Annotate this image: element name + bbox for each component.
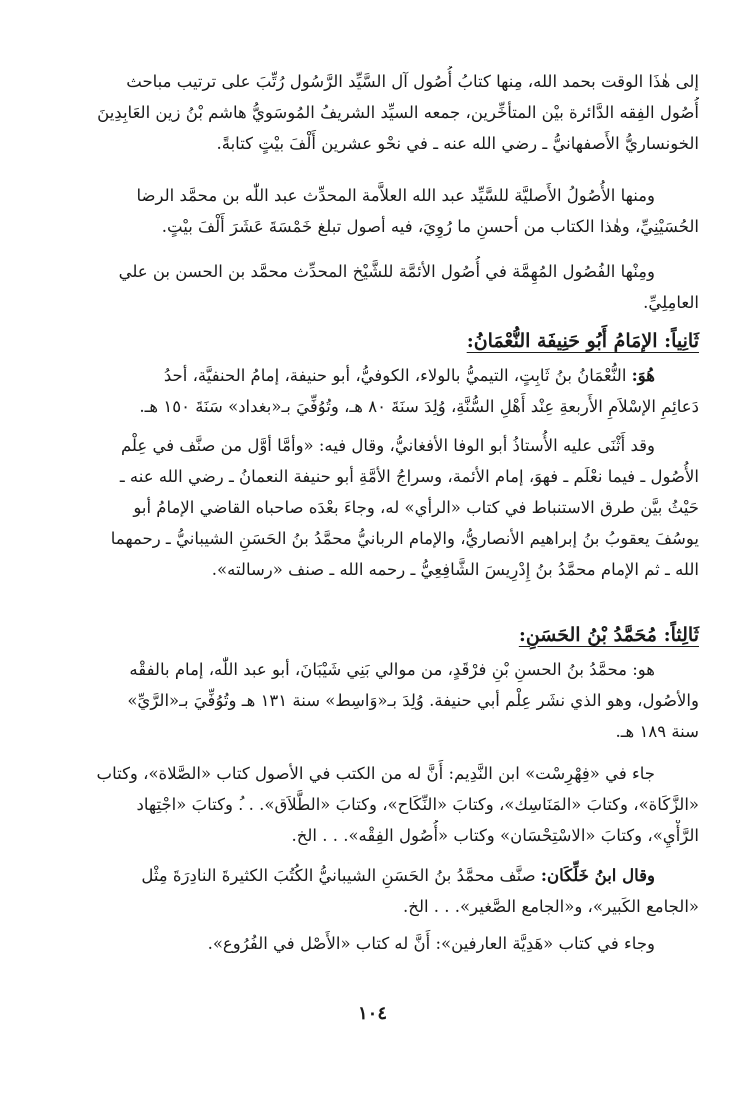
paragraph-fusul-muhimma: [42, 256, 699, 318]
text-line: إلى هٰذَا الوقت بحمد الله، مِنها كتابُ أُصُول آل السَّيِّد الرَّسُول رُتِّبَ على ترتيب مباحث: [126, 72, 699, 91]
page-number: ١٠٤: [357, 1003, 387, 1024]
text-line: والأصُول، وهو الذي نشَر عِلْم أبي حنيفة. وُلِدَ بـ«وَاسِط» سنة ١٣١ هـ وتُوُفِّيَ بـ«الرَّيِّ»: [127, 691, 699, 710]
paragraph-muhammad-ibn-hasan-bio: [42, 654, 699, 747]
text-line: جاء في «فِهْرِسْت» ابن النَّدِيم: أَنَّ له من الكتب في الأصول كتاب «الصَّلاة»، وكتاب: [96, 764, 655, 783]
text-line: الرَّأْيِ»، وكتابَ «الاسْتِحْسَان» وكتاب «أُصُول الفِقْه». . . الخ.: [291, 826, 699, 845]
text-line: وقد أَثْنَى عليه الأُستاذُ أبو الوفا الأفغانيُّ، وقال فيه: «وأمَّا أوَّل من صنَّف في عِلْم: [120, 436, 655, 455]
text-line: دَعائِمِ الإسْلاَمِ الأَربعةِ عِنْد أَهْلِ السُّنَّةِ، وُلِدَ سنَةَ ٨٠ هـ، وتُوُفِّيَ بـ«بغداد» سَنَةَ ١٥٠ هـ.: [139, 397, 699, 416]
text-line: الحُسَيْنِيِّ، وهٰذا الكتاب من أحسنِ ما رُوِيَ، فيه أصول تبلغ خَمْسَةَ عَشَرَ أَلْفَ بيْتٍ.: [161, 217, 699, 236]
text-line: ومِنْها الفُصُول المُهِمَّة في أُصُول الأئمَّة للشَّيْخ المحدِّث محمَّد بن الحسن بن علي: [118, 262, 655, 281]
text-line: وقال ابنُ خَلِّكَان: صنَّف محمَّدُ بنُ الحَسَنِ الشيبانيُّ الكُتُبَ الكثيرةَ النادِرَةَ مِثْل: [141, 866, 655, 885]
text-line: هُوَ: النُّعْمَانُ بنُ ثَابِتٍ، التيميُّ بالولاء، الكوفيُّ، أبو حنيفة، إمامُ الحنفيَّة، أحدُ: [163, 366, 655, 385]
text-line: يوسُفَ يعقوبُ بنُ إبراهيم الأنصاريُّ، والإمام الربانيُّ محمَّدُ بنُ الحَسَنِ الشيبانيُّ ـ رحمهما: [110, 529, 699, 548]
text-line: سنة ١٨٩ هـ.: [615, 722, 699, 741]
paragraph-abu-hanifa-praise: [42, 430, 699, 585]
paragraph-hadiyyat-al-arifin: [42, 928, 699, 959]
quote-lead: وقال ابنُ خَلِّكَان:: [540, 866, 655, 885]
paragraph-abu-hanifa-bio: [42, 360, 699, 422]
paragraph-usul-al-sayyid: [42, 66, 699, 159]
text-line: «الزَّكَاة»، وكتابَ «المَنَاسِك»، وكتابَ «النِّكَاح»، وكتابَ «الطَّلاَق». . .ُ وكتابَ «اجْتِهاد: [136, 795, 699, 814]
text-line: أُصُول الفِقه الدَّائرة بيْن المتأخِّرين، جمعه السيِّد الشريفُ المُوسَويُّ هاشم بْنُ زين العَابِدِينَ: [97, 103, 699, 122]
text-line: العامِلِيِّ.: [643, 293, 699, 312]
paragraph-fihrist: [42, 758, 699, 851]
text-line: الخونساريُّ الأَصفهانيُّ ـ رضي الله عنه ـ في نحْو عشرين أَلْفَ بيْتٍ كتابةً.: [216, 134, 699, 153]
paragraph-usul-asliyya: [42, 180, 699, 242]
text-line: ومنها الأُصُولُ الأَصليَّة للسَّيِّد عبد الله العلاَّمة المحدِّث عبد اللّٰه بن محمَّد الرضا: [136, 186, 655, 205]
text-line: الله ـ ثم الإمام محمَّدُ بنُ إِدْرِيسَ الشَّافِعِيُّ ـ رحمه الله ـ صنف «رسالته».: [211, 560, 699, 579]
section-heading-abu-hanifa: ثَانِياً: الإمَامُ أَبُو حَنِيفَة النُّعْمَانُ:: [466, 330, 699, 352]
bio-lead: هُوَ:: [631, 366, 655, 385]
text-line: هو: محمَّدُ بنُ الحسنِ بْنِ فرْقَدٍ، من موالي بَنِي شَيْبَانَ، أبو عبد اللّٰه، إمام بالفقْه: [129, 660, 655, 679]
text-line: «الجامع الكَبير»، و«الجامع الصَّغير». . . الخ.: [403, 897, 699, 916]
text-line: وجاء في كتاب «هَدِيَّة العارفين»: أَنَّ له كتاب «الأَصْل في الفُرُوع».: [207, 934, 655, 953]
text-line: الأُصُول ـ فيما نعْلَم ـ فهوَ، إمام الأئمة، وسراجُ الأمَّةِ أبو حنيفة النعمانُ ـ رضي الله عنه ـ: [119, 467, 699, 486]
paragraph-ibn-khallikan: [42, 860, 699, 922]
text-line: حَيْثُ بيَّن طرق الاستنباط في كتاب «الرأي» له، وجاءَ بعْدَه صاحباه القاضي الإمامُ أبو: [133, 498, 699, 517]
section-heading-muhammad-ibn-hasan: ثَالِثاً: مُحَمَّدُ بْنُ الحَسَنِ:: [518, 624, 699, 646]
